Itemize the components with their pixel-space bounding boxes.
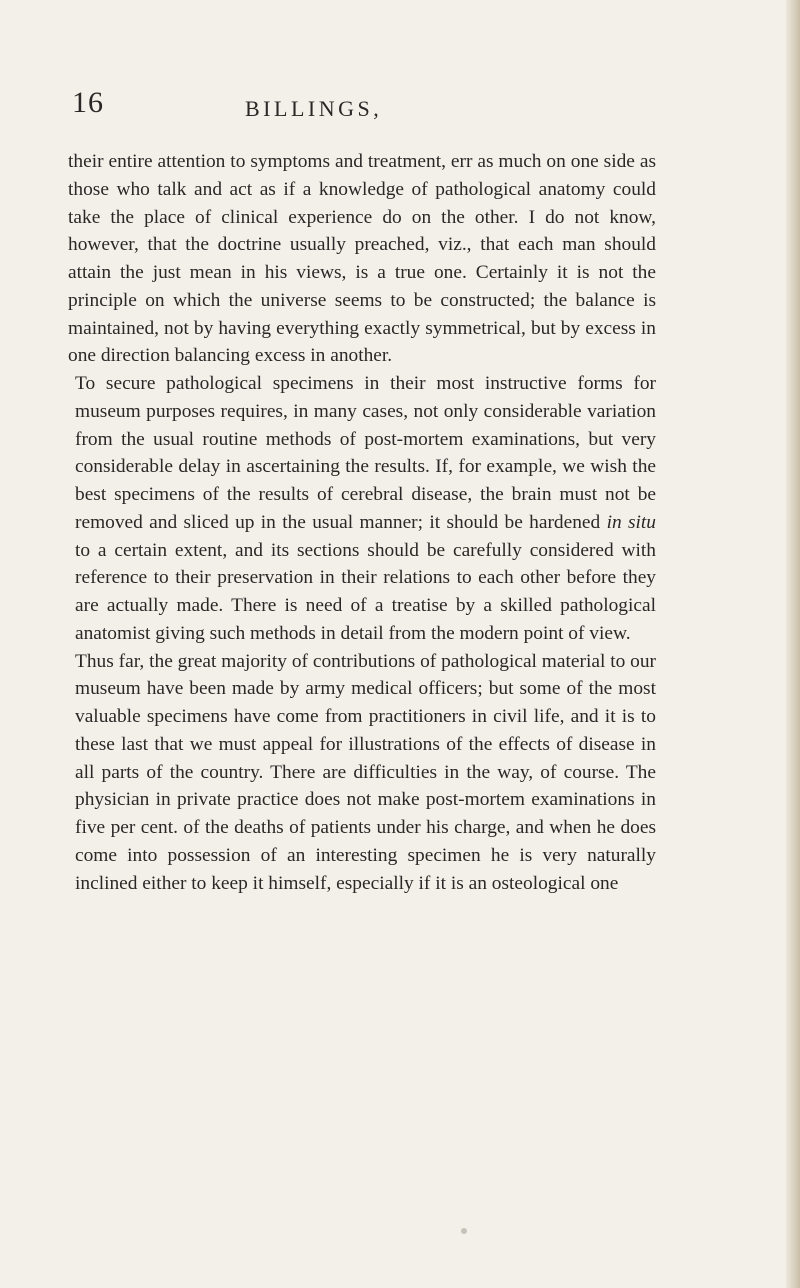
body-text	[68, 148, 656, 897]
page-edge	[786, 0, 800, 1288]
paragraph-text: their entire attention to symptoms and treatment, err as much on one side as those who talk and act as if a knowledge of pathological anatomy could take the place of clinical experience do on the other. I do not know, however, that the doctrine usually preached, viz., that each man should attain the just mean in his views, is a true one. Certainly it is not the principle on which the universe seems to be constructed; the balance is maintained, not by having everything exactly symmetrical, but by excess in one direction balancing excess in another.	[68, 151, 656, 367]
paragraph-text: Thus far, the great majority of contributions of pathological material to our museum have been made by army medical officers; but some of the most valuable specimens have come from practitioners in civil life, and it is to these last that we must appeal for illustrations of the effects of disease in all parts of the country. There are difficulties in the way, of course. The physician in private practice does not make post-mortem examinations in five per cent. of the deaths of patients under his charge, and when he does come into possession of an interesting specimen he is very naturally inclined either to keep it himself, especially if it is an osteological one	[75, 650, 656, 894]
ink-speck	[461, 1228, 467, 1234]
paragraph-text: to a certain extent, and its sections should be carefully considered with reference to their preservation in their relations to each other before they are actually made. There is need of a treatise by a skilled pathological anatomist giving such methods in detail from the modern point of view.	[75, 539, 656, 644]
paragraph	[68, 648, 656, 898]
italic-phrase: in situ	[606, 511, 656, 533]
paragraph	[68, 370, 656, 648]
paragraph	[68, 148, 656, 370]
page-number: 16	[72, 86, 104, 119]
running-head: BILLINGS,	[245, 96, 383, 121]
paragraph-text: To secure pathological specimens in their most instructive forms for museum purposes requires, in many cases, not only considerable variation from the usual routine methods of post-mortem examinations, but very considerable delay in ascertaining the results. If, for example, we wish the best specimens of the results of cerebral disease, the brain must not be removed and sliced up in the usual manner; it should be hardened	[75, 373, 656, 533]
